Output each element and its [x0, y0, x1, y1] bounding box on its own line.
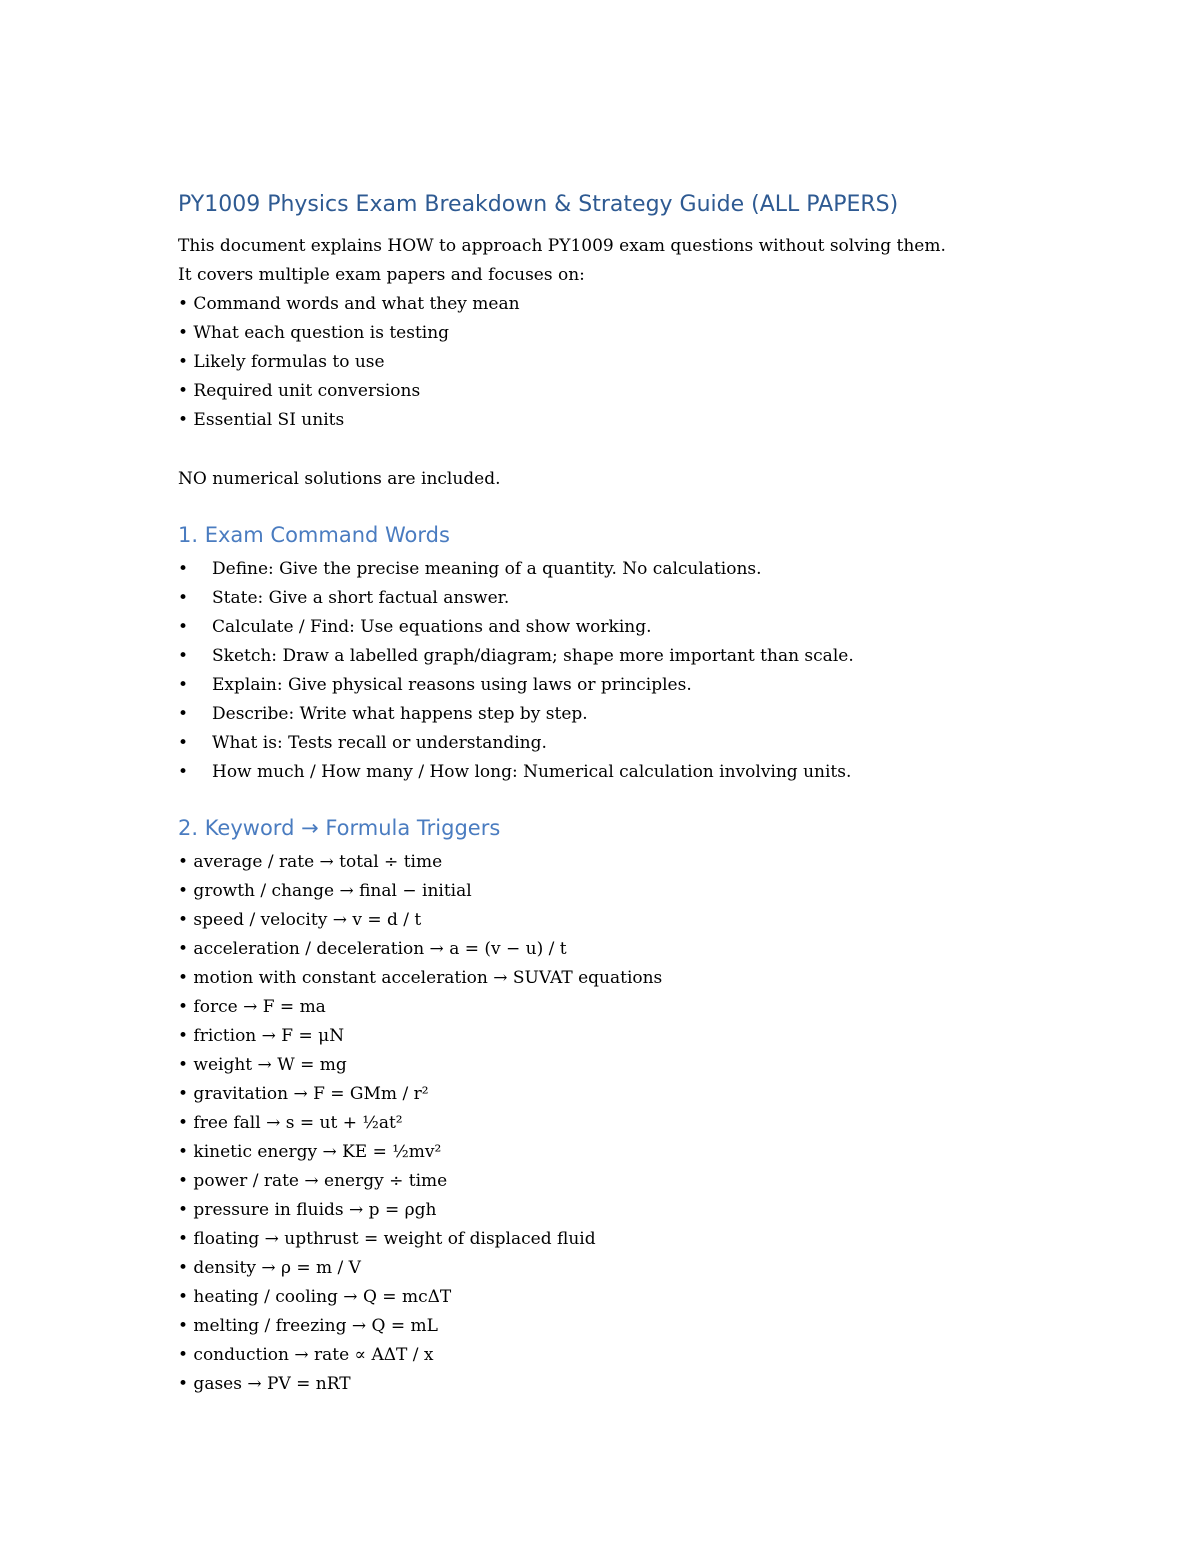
list-item: • average / rate → total ÷ time: [178, 852, 443, 872]
bullet-icon: •: [178, 704, 189, 724]
list-item: • floating → upthrust = weight of displaced fluid: [178, 1229, 596, 1249]
list-item-text: Explain: Give physical reasons using laws or principles.: [212, 675, 692, 695]
list-item-text: Describe: Write what happens step by step.: [212, 704, 588, 724]
intro-bullet: • Command words and what they mean: [178, 294, 520, 314]
bullet-icon: •: [178, 675, 189, 695]
list-item-text: State: Give a short factual answer.: [212, 588, 510, 608]
bullet-icon: •: [178, 733, 189, 753]
formula-triggers-list: [178, 848, 1038, 1399]
intro-bullet: • What each question is testing: [178, 323, 450, 343]
list-item: [178, 584, 1038, 613]
list-item: • free fall → s = ut + ½at²: [178, 1113, 403, 1133]
list-item-text: How much / How many / How long: Numerical calculation involving units.: [212, 762, 852, 782]
list-item: • conduction → rate ∝ AΔT / x: [178, 1345, 434, 1365]
list-item: • gravitation → F = GMm / r²: [178, 1084, 429, 1104]
list-item: • power / rate → energy ÷ time: [178, 1171, 448, 1191]
list-item: • force → F = ma: [178, 997, 326, 1017]
list-item: • density → ρ = m / V: [178, 1258, 361, 1278]
list-item: [178, 758, 1038, 787]
spacer: [178, 435, 1038, 465]
list-item-text: What is: Tests recall or understanding.: [212, 733, 547, 753]
list-item-text: Define: Give the precise meaning of a quantity. No calculations.: [212, 559, 762, 579]
list-item: • speed / velocity → v = d / t: [178, 910, 422, 930]
intro-line: It covers multiple exam papers and focuses on:: [178, 265, 585, 285]
list-item: [178, 642, 1038, 671]
document-page: [178, 190, 1038, 1399]
document-title: PY1009 Physics Exam Breakdown & Strategy Guide (ALL PAPERS): [178, 192, 899, 217]
solutions-note: NO numerical solutions are included.: [178, 469, 501, 489]
list-item: • pressure in fluids → p = ρgh: [178, 1200, 437, 1220]
intro-bullet: • Essential SI units: [178, 410, 345, 430]
intro-bullet: • Likely formulas to use: [178, 352, 385, 372]
command-words-list: [178, 555, 1038, 787]
list-item: [178, 700, 1038, 729]
list-item: • melting / freezing → Q = mL: [178, 1316, 438, 1336]
list-item: • motion with constant acceleration → SUVAT equations: [178, 968, 663, 988]
list-item: [178, 671, 1038, 700]
list-item: • friction → F = μN: [178, 1026, 345, 1046]
list-item: [178, 555, 1038, 584]
bullet-icon: •: [178, 588, 189, 608]
bullet-icon: •: [178, 617, 189, 637]
bullet-icon: •: [178, 559, 189, 579]
list-item: • kinetic energy → KE = ½mv²: [178, 1142, 442, 1162]
bullet-icon: •: [178, 762, 189, 782]
section-heading-formula-triggers: 2. Keyword → Formula Triggers: [178, 816, 501, 840]
section-heading-command-words: 1. Exam Command Words: [178, 523, 450, 547]
intro-bullet: • Required unit conversions: [178, 381, 421, 401]
bullet-icon: •: [178, 646, 189, 666]
list-item: • heating / cooling → Q = mcΔT: [178, 1287, 452, 1307]
list-item: • weight → W = mg: [178, 1055, 347, 1075]
list-item: • growth / change → final − initial: [178, 881, 472, 901]
list-item: • gases → PV = nRT: [178, 1374, 351, 1394]
intro-line: This document explains HOW to approach PY1009 exam questions without solving them.: [178, 236, 946, 256]
list-item-text: Sketch: Draw a labelled graph/diagram; shape more important than scale.: [212, 646, 854, 666]
intro-block: [178, 232, 1038, 435]
list-item-text: Calculate / Find: Use equations and show working.: [212, 617, 652, 637]
list-item: [178, 613, 1038, 642]
list-item: • acceleration / deceleration → a = (v − u) / t: [178, 939, 567, 959]
list-item: [178, 729, 1038, 758]
